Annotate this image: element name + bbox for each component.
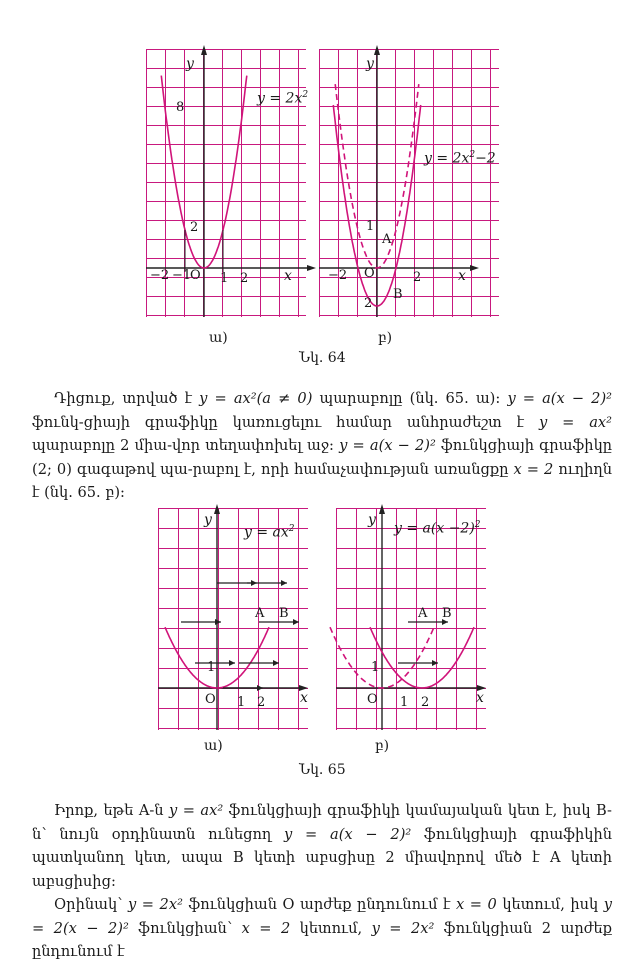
fig64-left-tick-1: 1 [220, 271, 229, 286]
fig65-left-tick-y1: 1 [207, 660, 216, 675]
fig65-left-tick-1: 1 [237, 695, 246, 710]
fig65-right-origin: O [367, 692, 378, 707]
fig65-right-x-axis-label: x [476, 690, 484, 706]
fig65-left-tick-2: 2 [257, 695, 266, 710]
paragraph-1: Դիցուք, տրված է y = ax²(a ≠ 0) պարաբոլը (նկ. 65. ա)։ y = a(x − 2)² ֆունկ-ցիայի գրաֆիկը կառուցելու համար անհրաժեշտ է y = ax² պարաբոլը 2 միա-վոր տեղափոխել աջ։ y = a(x − 2)² ֆունկցիայի գրաֆիկը (2; 0) գագաթով պա-րաբոլ է, որի համաչափության առանցքը x = 2 ուղիղն է (նկ. 65. բ)։ [32, 390, 613, 501]
fig64-left-tick-y2: 2 [190, 220, 199, 235]
fig64-right-point-a: A [382, 232, 392, 247]
fig64-right-y-axis-label: y [366, 56, 374, 72]
fig64-left-x-axis-label: x [284, 268, 292, 284]
shift-arrow-head [257, 685, 263, 691]
fig64-left-y-axis-label: y [186, 56, 194, 72]
fig65-right-tick-1: 1 [400, 695, 409, 710]
fig64-right-tick-neg2: −2 [328, 268, 348, 283]
fig65-left-origin: O [205, 692, 216, 707]
shift-arrow-head [432, 660, 438, 666]
fig64-right-eq: $y = 2x^2-2$ [424, 150, 496, 167]
fig64-left-tick-y8: 8 [176, 100, 185, 115]
shift-arrow-head [229, 660, 235, 666]
fig64-right-tick-y1: 1 [366, 219, 375, 234]
fig65-right-point-a: A [418, 606, 428, 621]
fig64-right-point-b: B [393, 287, 403, 302]
shift-arrow-head [281, 580, 287, 586]
fig64-right-tick-yneg2: 2 [364, 296, 373, 311]
fig65-right-eq: $y = a(x -2)^2$ [394, 520, 481, 537]
fig65-right-tick-y1: 1 [371, 660, 380, 675]
fig64-right-sub: բ) [378, 330, 393, 346]
fig64-caption: Նկ. 64 [299, 350, 346, 366]
fig65-right-tick-2: 2 [421, 695, 430, 710]
fig65-left-eq: $y = ax^2$ [244, 524, 295, 541]
fig65-right-point-b: B [442, 606, 452, 621]
fig64-right-tick-2: 2 [413, 270, 422, 285]
x-axis-arrow [307, 265, 316, 271]
fig65-left-point-a: A [255, 606, 265, 621]
fig65-left-sub: ա) [204, 738, 223, 754]
fig64-left-tick-neg2: −2 [150, 268, 170, 283]
fig65-left-point-b: B [279, 606, 289, 621]
fig65-right-plot [336, 508, 486, 730]
fig64-left-sub: ա) [209, 330, 228, 346]
fig65-right-sub: բ) [375, 738, 390, 754]
fig65-left-x-axis-label: x [300, 690, 308, 706]
fig65-caption: Նկ. 65 [299, 762, 346, 778]
fig64-left-tick-neg1: −1 [172, 268, 192, 283]
curve-a-x-minus-2 [370, 627, 474, 688]
paragraph-3: Օրինակ՝ y = 2x² ֆունկցիան O արժեք ընդունում է x = 0 կետում, իսկ y = 2(x − 2)² ֆունկցիան՝ x = 2 կետում, y = 2x² ֆունկցիան 2 արժեք ընդունում է [32, 896, 612, 960]
fig64-right-x-axis-label: x [458, 268, 466, 284]
fig64-left-eq: $y = 2x^2$ [257, 90, 309, 107]
x-axis-arrow [470, 265, 479, 271]
fig64-left-tick-2: 2 [240, 271, 249, 286]
fig64-right-origin: O [364, 266, 375, 281]
paragraph-2: Իրոք, եթե A-ն y = ax² ֆունկցիայի գրաֆիկի կամայական կետ է, իսկ B-ն՝ նույն օրդինատն ունեցող y = a(x − 2)² ֆունկցիայի գրաֆիկին պատկանող կետ, ապա B կետի աբսցիսը 2 միավորով մեծ է A կետի աբսցիսից։ Օրինակ՝ y = 2x² ֆունկցիան O արժեք ընդունում է x = 0 կետում, իսկ y = 2(x − 2)² ֆունկցիան՝ x = 2 կետում, y = 2x² ֆունկցիան 2 արժեք ընդունում է [32, 799, 612, 964]
fig65-right-y-axis-label: y [368, 512, 376, 528]
fig65-left-y-axis-label: y [204, 512, 212, 528]
fig64-left-origin: O [190, 268, 201, 283]
fig65-right-graph [336, 508, 486, 730]
